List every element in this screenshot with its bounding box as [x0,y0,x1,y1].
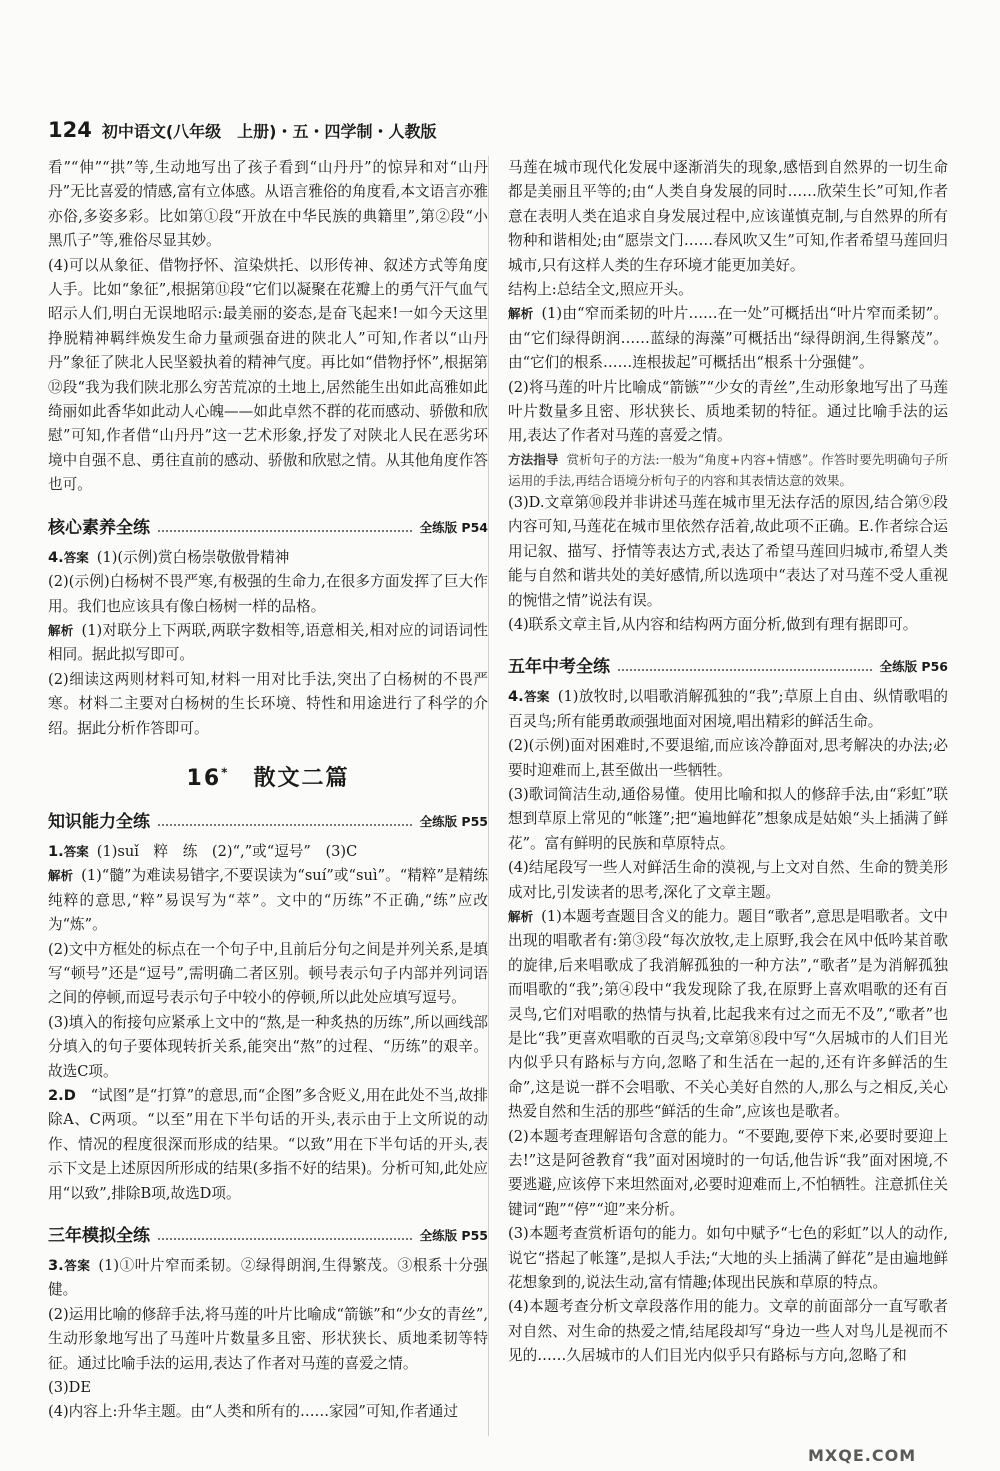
analysis-text: (4)联系文章主旨,从内容和结构两方面分析,做到有理有据即可。 [508,615,918,633]
answer-line [48,1254,488,1303]
method-text: 赏析句子的方法:一般为“角度+内容+情感”。作答时要先明确句子所运用的手法,再结合语境分析句子的内容和其表情达意的效果。 [508,451,948,488]
section-ref: 全练版 P55 [419,813,488,829]
analysis-tag: 解析 [508,306,534,322]
left-column [48,156,488,1425]
analysis-text: (3)本题考查赏析语句的能力。如句中赋予“七色的彩虹”以人的动作,说它“搭起了帐篷”,是拟人手法;“大地的头上插满了鲜花”是由遍地鲜花想象到的,说法生动,富有情趣;体现出民族和草原的特点。 [508,1225,948,1292]
dotted-leader [618,669,872,671]
lesson-number: 16 [186,765,222,791]
paragraph: (4)可以从象征、借物抒怀、渲染烘托、以形传神、叙述方式等角度人手。比如“象征”,根据第⑪段“它们以凝聚在花瓣上的勇气汗气血气昭示人们,明白无误地昭示:最美丽的姿态,是奋飞起来!一如今天这里挣脱精神羁绊焕发生命力量顽强奋进的陕北人”可知,作者以“山丹丹”象征了陕北人民坚毅执着的精神气度。再比如“借物抒怀”,根据第⑫段“我为我们陕北那么穷苦荒凉的土地上,居然能生出如此高雅如此绮丽如此香华如此动人心魄——如此卓然不群的花而感动、骄傲和欣慰”可知,作者借“山丹丹”这一艺术形象,抒发了对陕北人民在恶劣环境中自强不息、勇往直前的感动、骄傲和欣慰之情。从其他角度作答也可。 [48,256,488,494]
method-line [508,449,948,491]
answer-tag: 答案 [63,843,89,859]
analysis-text: (2)本题考查理解语句含意的能力。“不要跑,要停下来,必要时要迎上去!”这是阿爸教育“我”面对困境时的一句话,他告诉“我”面对困境,不要逃避,应该停下来坦然面对,必要时迎难而上,不怕牺牲。注意抓住关键词“跑”“停”“迎”来分析。 [508,1127,948,1218]
answer-line [48,1084,488,1206]
analysis-line [508,905,948,1125]
paragraph: 马莲在城市现代化发展中逐渐消失的现象,感悟到自然界的一切生命都是美丽且平等的;由“人类自身发展的同时……欣荣生长”可知,作者意在表明人类在追求自身发展过程中,应该谨慎克制,与自然界的所有物种和谐相处;由“愿崇文门……春风吹又生”可知,作者希望马莲回归城市,只有这样人类的生存环境才能更加美好。 [508,159,948,274]
paragraph: 结构上:总结全文,照应开头。 [508,281,693,299]
answer-tag: 答案 [63,1258,91,1274]
answer-text: (3)DE [48,1379,92,1397]
lesson-mark: * [221,765,230,780]
answer-text: (1)(示例)赏白杨崇敬傲骨精神 [96,548,290,566]
paragraph: 看”“伸”“拱”等,生动地写出了孩子看到“山丹丹”的惊异和对“山丹丹”无比喜爱的情感,富有立体感。从语言雅俗的角度看,本文语言亦雅亦俗,多姿多彩。比如第①段“开放在中华民族的典籍里”,第②段“小黑爪子”等,雅俗尽显其妙。 [48,159,488,250]
section-ref: 全练版 P55 [419,1228,488,1244]
answer-text: (4)结尾段写一些人对鲜活生命的漠视,与上文对自然、生命的赞美形成对比,引发读者的思考,深化了文章主题。 [508,859,948,901]
analysis-text: (1)本题考查题目含义的能力。题目“歌者”,意思是唱歌者。文中出现的唱歌者有:第③段“每次放牧,走上原野,我会在风中低吟某首歌的旋律,后来唱歌成了我消解孤独的一种方法”,“歌者”是为消解孤独而唱歌的“我”;第④段中“我发现除了我,在原野上喜欢唱歌的还有百灵鸟,它们对唱歌的热情与执着,比起我来有过之而无不及”,“歌者”也是比“我”更喜欢唱歌的百灵鸟;文章第⑧段中写“久居城市的人们目光内似乎只有路标与方向,忽略了和生活在一起的,还有许多鲜活的生命”,这是说一群不会唱歌、不关心美好自然的人,那么与之相反,关心热爱自然和生活的那些“鲜活的生命”,应该也是歌者。 [508,907,948,1121]
answer-text: (4)内容上:升华主题。由“人类和所有的……家园”可知,作者通过 [48,1403,458,1421]
question-number: 2.D [48,1087,76,1104]
section-ref: 全练版 P56 [879,659,948,675]
answer-text: “试图”是“打算”的意思,而“企图”多含贬义,用在此处不当,故排除A、C两项。“以至”用在下半句话的开头,表示由于上文所说的动作、情况的程度很深而形成的结果。“以致”用在下半句话的开头,表示下文是上述原因所形成的结果(多指不好的结果)。分析可知,此处应用“以致”,排除B项,故选D项。 [48,1087,488,1202]
answer-text: (2)(示例)面对困难时,不要退缩,而应该冷静面对,思考解决的办法;必要时迎难而上,甚至做出一些牺牲。 [508,737,948,779]
section-title: 五年中考全练 [508,657,610,678]
watermark: MXQE.COM [808,1446,917,1465]
analysis-text: (2)将马莲的叶片比喻成“箭镞”“少女的青丝”,生动形象地写出了马莲叶片数量多且密、形状狭长、质地柔韧的特征。通过比喻手法的运用,表达了作者对马莲的喜爱之情。 [508,378,948,445]
section-title: 知识能力全练 [48,811,150,832]
method-tag: 方法指导 [508,451,559,467]
answer-line [48,546,488,570]
analysis-line [48,619,488,668]
section-heading [48,1220,488,1246]
section-title: 三年模拟全练 [48,1226,150,1247]
analysis-text: (2)文中方框处的标点在一个句子中,且前后分句之间是并列关系,是填写“顿号”还是“逗号”,需明确二者区别。顿号表示句子内部并列词语之间的停顿,而逗号表示句子中较小的停顿,所以此处应填写逗号。 [48,940,488,1007]
analysis-text: (1)“髓”为难读易错字,不要误读为“suí”或“suì”。“精粹”是精练纯粹的意思,“粹”易误写为“萃”。文中的“历练”不正确,“练”应改为“炼”。 [48,867,488,934]
question-number: 4. [48,548,64,566]
question-number: 1. [48,842,64,860]
answer-text: (2)运用比喻的修辞手法,将马莲的叶片比喻成“箭镞”和“少女的青丝”,生动形象地写出了马莲叶片数量多且密、形状狭长、质地柔韧等特征。通过比喻手法的运用,表达了作者对马莲的喜爱之情。 [48,1305,488,1372]
section-heading [48,806,488,832]
lesson-name: 散文二篇 [253,765,350,791]
analysis-text: (1)由“窄而柔韧的叶片……在一处”可概括出“叶片窄而柔韧”。由“它们绿得朗润……蓝绿的海藻”可概括出“绿得朗润,生得繁茂”。由“它们的根系……连根拔起”可概括出“根系十分强健”。 [508,305,948,372]
analysis-text: (4)本题考查分析文章段落作用的能力。文章的前面部分一直写歌者对自然、对生命的热爱之情,结尾段却写“身边一些人对鸟儿是视而不见的……久居城市的人们目光内似乎只有路标与方向,忽略了和 [508,1298,948,1365]
column-divider [488,156,489,1436]
section-ref: 全练版 P54 [419,519,488,535]
question-number: 4. [508,688,524,706]
answer-text: (1)①叶片窄而柔韧。②绿得朗润,生得繁茂。③根系十分强健。 [48,1257,488,1299]
answer-text: (3)歌词简洁生动,通俗易懂。使用比喻和拟人的修辞手法,由“彩虹”联想到草原上常见的“帐篷”;把“遍地鲜花”想象成是姑娘“头上插满了鲜花”。富有鲜明的民族和草原特点。 [508,785,948,852]
page-number: 124 [48,118,92,142]
answer-line [48,840,488,864]
section-heading [508,651,948,677]
lesson-title [48,761,488,792]
book-title: 初中语文(八年级 上册)・五・四学制・人教版 [101,122,437,141]
analysis-tag: 解析 [48,622,74,638]
analysis-tag: 解析 [508,908,534,924]
section-heading [48,512,488,538]
analysis-text: (3)D.文章第⑩段并非讲述马莲在城市里无法存活的原因,结合第⑨段内容可知,马莲花在城市里依然存活着,故此项不正确。E.作者综合运用记叙、描写、抒情等表达方式,表达了希望马莲回归城市,希望人类能与自然和谐共处的美好感情,所以选项中“表达了对马莲不受人重视的惋惜之情”说法有误。 [508,493,948,609]
question-number: 3. [48,1257,64,1275]
analysis-text: (3)填入的衔接句应紧承上文中的“熬,是一种炙热的历练”,所以画线部分填入的句子要体现转折关系,能突出“熬”的过程、“历练”的艰辛。故选C项。 [48,1013,488,1080]
answer-text: (2)(示例)白杨树不畏严寒,有极强的生命力,在很多方面发挥了巨大作用。我们也应该具有像白杨树一样的品格。 [48,573,488,615]
answer-tag: 答案 [63,549,89,565]
analysis-line [48,864,488,937]
right-column [508,156,948,1369]
dotted-leader [158,1238,412,1240]
analysis-text: (2)细读这两则材料可知,材料一用对比手法,突出了白杨树的不畏严寒。材料二主要对白杨树的生长环境、特性和用途进行了科学的介绍。据此分析作答即可。 [48,670,488,737]
dotted-leader [158,824,412,826]
answer-line [508,685,948,734]
analysis-tag: 解析 [48,868,74,884]
analysis-line [508,302,948,375]
section-title: 核心素养全练 [48,517,150,538]
answer-text: (1)suǐ 粹 练 (2)“,”或“逗号” (3)C [96,842,358,860]
analysis-text: (1)对联分上下两联,两联字数相等,语意相关,相对应的词语词性相同。据此拟写即可。 [48,621,488,664]
dotted-leader [158,530,412,532]
page-header [48,118,953,152]
answer-tag: 答案 [523,689,550,705]
answer-text: (1)放牧时,以唱歌消解孤独的“我”;草原上自由、纵情歌唱的百灵鸟;所有能勇敢顽强地面对困境,唱出精彩的鲜活生命。 [508,688,948,730]
